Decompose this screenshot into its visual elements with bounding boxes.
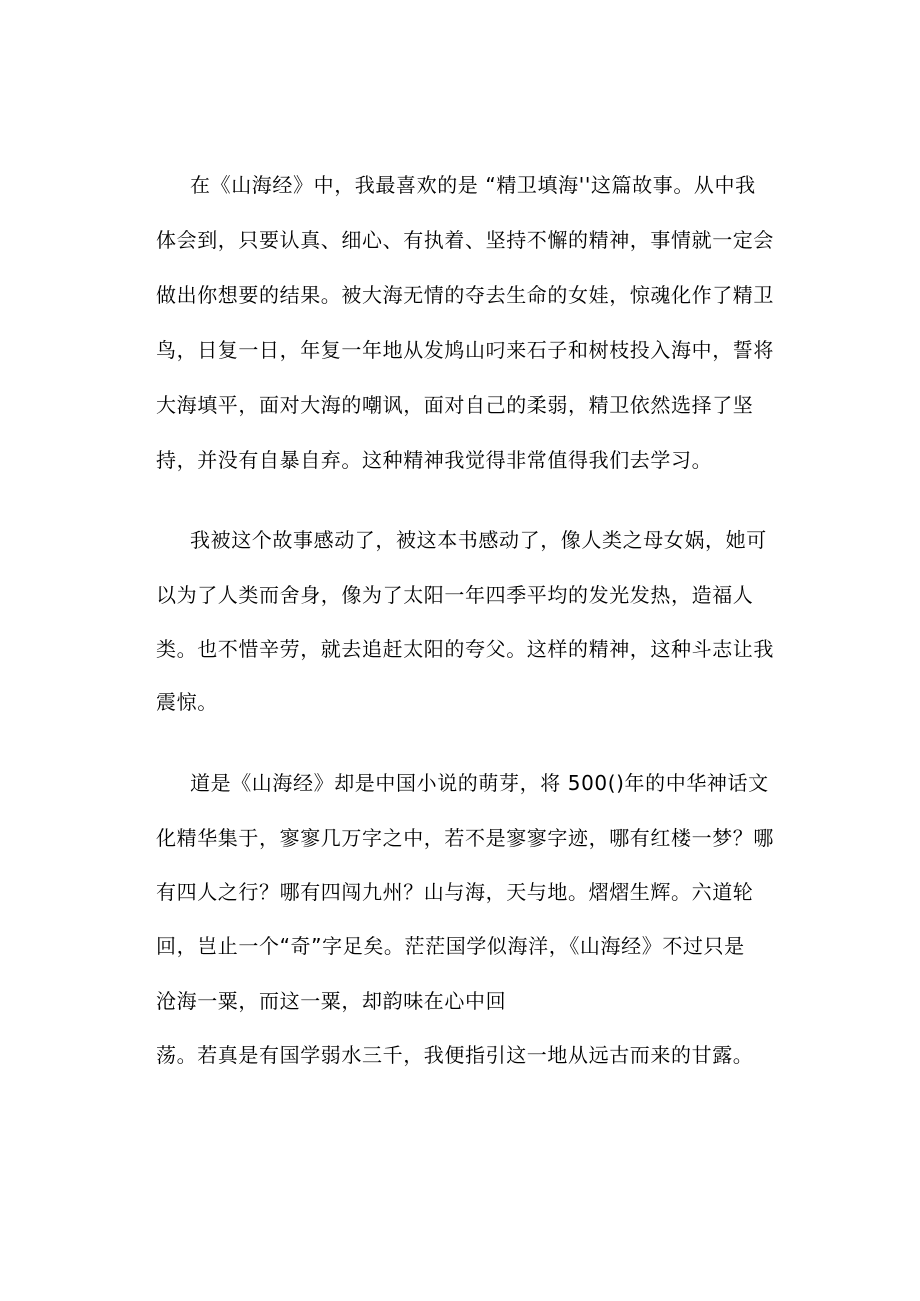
paragraph-2-line-1: 我被这个故事感动了，被这本书感动了，像人类之母女娲，她可 — [190, 528, 767, 552]
paragraph-1-line-1: 在《山海经》中，我最喜欢的是 “精卫填海''这篇故事。从中我 — [190, 173, 756, 197]
paragraph-1-line-2: 体会到，只要认真、细心、有执着、坚持不懈的精神，事情就一定会 — [156, 228, 774, 252]
paragraph-1-line-5: 大海填平，面对大海的嘲讽，面对自己的柔弱，精卫依然选择了坚 — [156, 393, 754, 417]
paragraph-3-line-6: 荡。若真是有国学弱水三千，我便指引这一地从远古而来的甘露。 — [156, 1043, 754, 1067]
paragraph-2-line-4: 震惊。 — [156, 690, 218, 714]
paragraph-3-line-1: 道是《山海经》却是中国小说的萌芽，将 500()年的中华神话文 — [190, 771, 769, 795]
paragraph-1-line-6: 持，并没有自暴自弃。这种精神我觉得非常值得我们去学习。 — [156, 448, 713, 472]
paragraph-3-line-4: 回，岂止一个“奇”字足矣。茫茫国学似海洋，《山海经》不过只是 — [156, 934, 745, 958]
paragraph-1-line-3: 做出你想要的结果。被大海无情的夺去生命的女娃，惊魂化作了精卫 — [156, 283, 774, 307]
paragraph-2-line-3: 类。也不惜辛劳，就去追赶太阳的夸父。这样的精神，这种斗志让我 — [156, 637, 774, 661]
paragraph-1-line-4: 鸟，日复一日，年复一年地从发鸠山叼来石子和树枝投入海中，誓将 — [156, 338, 774, 362]
paragraph-3-line-3: 有四人之行？哪有四闯九州？山与海，天与地。熠熠生辉。六道轮 — [156, 880, 754, 904]
paragraph-3-line-2: 化精华集于，寥寥几万字之中，若不是寥寥字迹，哪有红楼一梦？哪 — [156, 826, 774, 850]
paragraph-3-line-5: 沧海一粟，而这一粟，却韵味在心中回 — [156, 989, 507, 1013]
paragraph-2-line-2: 以为了人类而舍身，像为了太阳一年四季平均的发光发热，造福人 — [156, 583, 754, 607]
